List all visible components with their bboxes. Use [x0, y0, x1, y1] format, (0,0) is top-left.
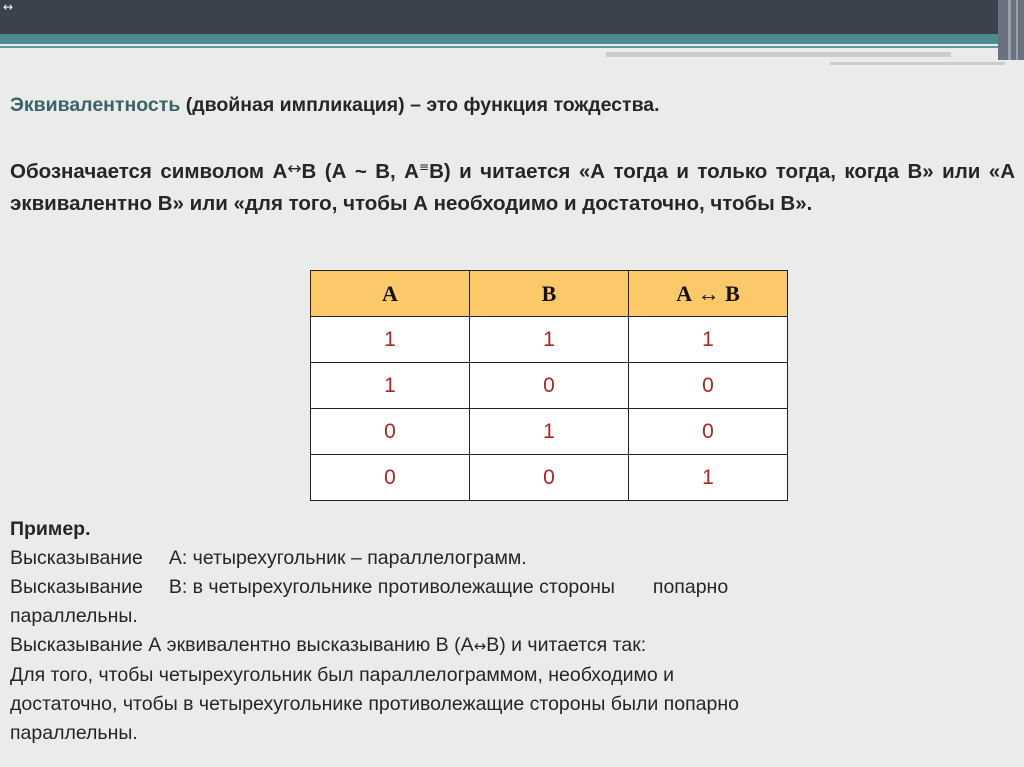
statement-b-text: В: в четырехугольнике противолежащие стороны — [168, 576, 615, 598]
header-cell-a: А — [311, 271, 470, 317]
header-right-stripe — [1008, 0, 1011, 60]
table-cell: 1 — [629, 317, 788, 363]
definition-paragraph — [10, 91, 1015, 119]
table-cell: 1 — [470, 409, 629, 455]
table-cell: 1 — [311, 317, 470, 363]
definition-text: (двойная импликация) – это функция тождества. — [180, 94, 660, 116]
table-row — [311, 317, 788, 363]
header-right-block — [998, 0, 1024, 60]
example-block — [10, 515, 1015, 748]
table-cell: 1 — [629, 455, 788, 501]
header-cell-a-equiv-b: А ↔ В — [629, 271, 788, 317]
statement-b-text-end: попарно — [652, 576, 729, 598]
table-row — [311, 455, 788, 501]
notation-text-1: Обозначается символом А — [10, 160, 288, 183]
example-equivalence — [10, 631, 1015, 661]
truth-table-header-row — [311, 271, 788, 317]
double-arrow-icon: ↔ — [3, 0, 14, 14]
truth-table — [310, 270, 788, 501]
definition-term: Эквивалентность — [10, 94, 181, 116]
header-decor-line-2 — [830, 62, 1005, 65]
header-accent-line — [0, 46, 1024, 48]
header-bar — [0, 0, 1024, 34]
equivalence-text-1: Высказывание А эквивалентно высказыванию В (А — [10, 634, 474, 656]
header-cell-b: В — [470, 271, 629, 317]
table-cell: 0 — [629, 363, 788, 409]
equivalence-arrow-symbol: ↔ — [473, 637, 487, 655]
header-accent-band — [0, 34, 1024, 44]
notation-text-2: В (А ~ В, А — [301, 160, 419, 183]
table-row — [311, 409, 788, 455]
table-cell: 0 — [629, 409, 788, 455]
table-cell: 0 — [470, 455, 629, 501]
table-cell: 1 — [470, 317, 629, 363]
table-row — [311, 363, 788, 409]
example-title: Пример. — [10, 518, 91, 540]
statement-label: Высказывание — [10, 576, 143, 598]
example-statement-b — [10, 573, 1015, 602]
statement-label: Высказывание — [10, 547, 143, 569]
table-cell: 1 — [311, 363, 470, 409]
notation-text-3: В) и читается «А тогда и только тогда, когда В» или «А эквивалентно В» или «для того, чтобы А необходимо и достаточно, чтобы В». — [10, 160, 1016, 215]
equivalence-arrow-symbol: ↔ — [287, 159, 302, 179]
table-cell: 0 — [311, 455, 470, 501]
header-right-stripe-2 — [1016, 0, 1018, 60]
equivalence-text-2: В) и читается так: — [486, 634, 647, 656]
example-reading-line-1: Для того, чтобы четырехугольник был параллелограммом, необходимо и — [10, 664, 675, 686]
table-cell: 0 — [470, 363, 629, 409]
header-decor-line — [606, 52, 951, 57]
example-reading-line-2: достаточно, чтобы в четырехугольнике противолежащие стороны были попарно — [10, 693, 739, 715]
example-statement-a — [10, 544, 1015, 573]
example-reading-line-3: параллельны. — [10, 722, 138, 744]
notation-paragraph — [10, 157, 1015, 219]
statement-a-text: А: четырехугольник – параллелограмм. — [168, 547, 527, 569]
example-statement-b-cont: параллельны. — [10, 605, 138, 627]
table-cell: 0 — [311, 409, 470, 455]
identity-symbol: ≡ — [419, 160, 430, 174]
